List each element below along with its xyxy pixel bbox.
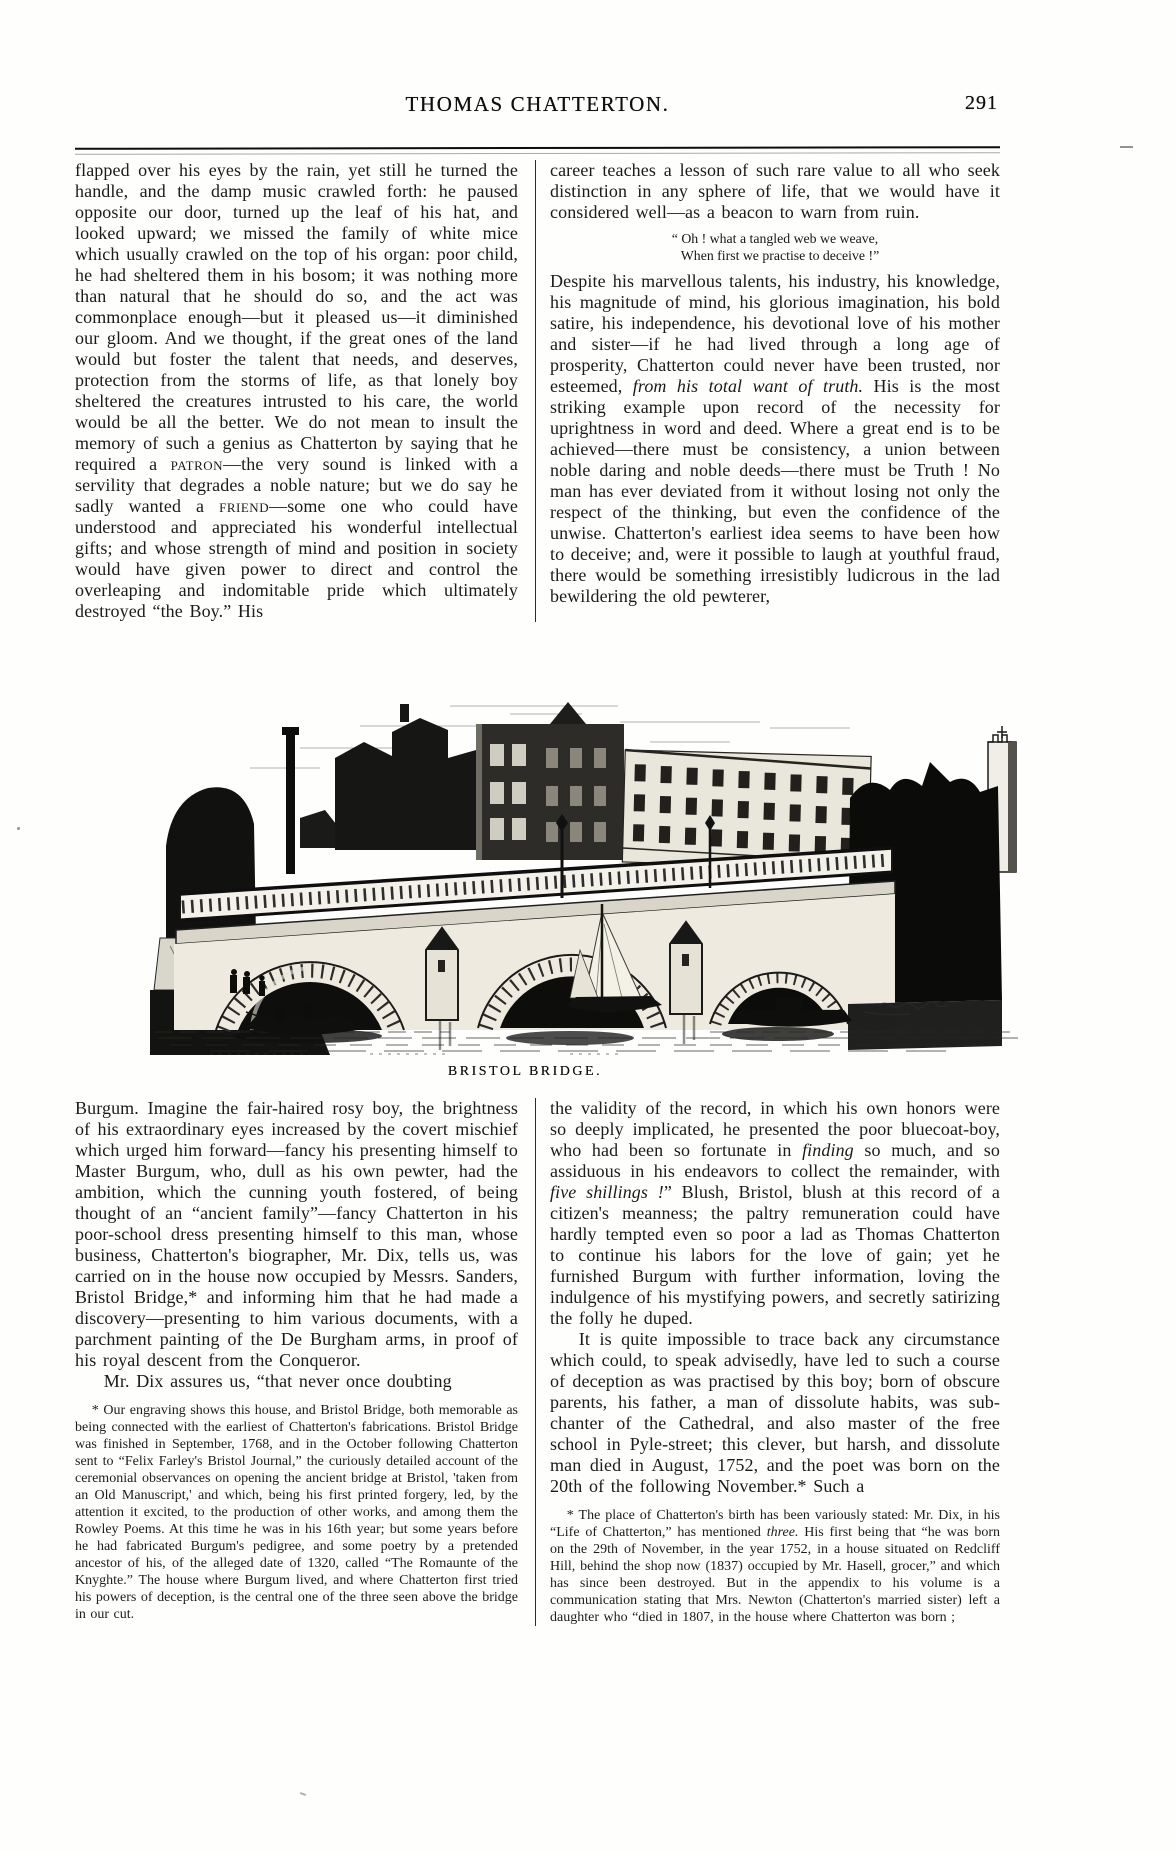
paragraph: career teaches a lesson of such rare value to all who seek distinction in any sphere of life, that we would have it considered well—as a beacon to warn from ruin.: [550, 160, 1000, 222]
paragraph: Burgum. Imagine the fair-haired rosy boy, the brightness of his extraordinary eyes increased by the covert mischief which urged him forward—fancy his presenting himself to Master Burgum, who, dull as his own pewter, had the ambition, which the cunning youth fostered, of being thought of an “ancient family”—fancy Chatterton in his poor-school dress presenting himself to this man, whose business, Chatterton's biographer, Mr. Dix, tells us, was carried on in the house now occupied by Messrs. Sanders, Bristol Bridge,* and informing him that he had made a discovery—presenting to him various documents, with a parchment painting of the De Burgham arms, in proof of his royal descent from the Conqueror.: [75, 1098, 518, 1370]
footnote-right: [550, 1507, 1000, 1626]
right-column-lower: [536, 1098, 1000, 1626]
upper-text-columns: [75, 160, 1000, 622]
paragraph: Mr. Dix assures us, “that never once doubting: [103, 1371, 452, 1391]
paragraph: Despite his marvellous talents, his industry, his knowledge, his magnitude of mind, his glorious imagination, his bold satire, his independence, his devotional love of his mother and sister—if he had lived through a long age of prosperity, Chatterton could never have been trusted, nor esteemed, from his total want of truth. His is the most striking example upon record of the necessity for uprightness in word and deed. Where a great end is to be achieved—there must be consistency, a union between noble daring and noble deeds—there must be Truth ! No man has ever deviated from it without losing not only the respect of the thinking, but even the confidence of the unwise. Chatterton's earliest idea seems to have been how to deceive; and, were it possible to laugh at youthful fraud, there would be something irresistibly ludicrous in the lad bewildering the old pewterer,: [550, 271, 1000, 606]
left-column-lower: [75, 1098, 536, 1626]
page-number: 291: [965, 92, 998, 114]
verse-quote: [550, 230, 1000, 264]
footnote-paragraph: * The place of Chatterton's birth has been variously stated: Mr. Dix, in his “Life of Chatterton,” has mentioned three. His first being that “he was born on the 29th of November, in the year 1752, in a house situated on Redcliff Hill, behind the shop now (1837) occupied by Mr. Hasell, grocer,” and which has since been destroyed. But in the appendix to his volume is a communication stating that Mrs. Newton (Chatterton's married sister) left a daughter who “died in 1807, in the house where Chatterton was born ;: [550, 1508, 1000, 1625]
header-rule: [75, 146, 1000, 155]
verse-line: When first we practise to deceive !”: [680, 248, 880, 263]
paragraph: flapped over his eyes by the rain, yet still he turned the handle, and the damp music crawled forth: he paused opposite our door, turned up the leaf of his hat, and looked upward; we missed the family of white mice which usually crawled on the top of his organ: poor child, he had sheltered them in his bosom; it was nothing more than natural that he should do so, and the act was commonplace enough—but it pleased us—it diminished our gloom. And we thought, if the great ones of the land would but foster the talent that needs, and deserves, protection from the storms of life, as that lonely boy sheltered the creatures intrusted to his care, the world would be all the better. We do not mean to insult the memory of such a genius as Chatterton by saying that he required a patron—the very sound is linked with a servility that degrades a noble nature; but we do say he sadly wanted a friend—some one who could have understood and appreciated his wonderful intellectual gifts; and whose strength of mind and position in society would have given power to direct and control the overleaping and indomitable pride which ultimately destroyed “the Boy.” His: [75, 160, 518, 621]
running-head: [75, 92, 1000, 117]
scan-artifact: [1120, 146, 1133, 148]
paragraph: the validity of the record, in which his own honors were so deeply implicated, he presented the poor bluecoat-boy, who had been so fortunate in finding so much, and so assiduous in his endeavors to collect the remainder, with five shillings !” Blush, Bristol, blush at this record of a citizen's meanness; the paltry remuneration could have hardly tempted even so poor a lad as Thomas Chatterton to continue his labors for the love of gain; yet he furnished Burgum with further information, loving the indulgence of his mystifying powers, and secretly satirizing the folly he duped.: [550, 1098, 1001, 1328]
footnote-paragraph: * Our engraving shows this house, and Bristol Bridge, both memorable as being connected with the earliest of Chatterton's fabrications. Bristol Bridge was finished in September, 1768, and in the October following Chatterton sent to “Felix Farley's Bristol Journal,” the curiously detailed account of the ceremonial observances on opening the ancient bridge at Bristol, 'taken from an Old Manuscript,' and which, being his first printed forgery, led, by the attention it excited, to the production of other works, and among them the Rowley Poems. At this time he was in his 16th year; but some years before he had fabricated Burgum's pedigree, and some poetry by a pretended ancestor of his, of the alleged date of 1320, called “The Romaunte of the Knyghte.” The house where Burgum lived, and where Chatterton first tried his powers of deception, is the central one of the three seen above the bridge in our cut.: [75, 1403, 518, 1622]
scan-artifact: [300, 1792, 306, 1796]
right-column-upper: [536, 160, 1000, 622]
lower-text-columns: [75, 1098, 1000, 1626]
paragraph: It is quite impossible to trace back any circumstance which could, to speak advisedly, have led to such a course of deception as was practised by this boy; born of obscure parents, his father, a man of dissolute habits, was sub-chanter of the Cathedral, and also master of the free school in Pyle-street; this clever, but harsh, and dissolute man died in August, 1752, and the poet was born on the 20th of the following November.* Such a: [550, 1329, 1000, 1496]
verse-line: “ Oh ! what a tangled web we weave,: [671, 231, 879, 246]
scan-artifact: [17, 827, 20, 830]
left-column-upper: [75, 160, 536, 622]
footnote-left: [75, 1402, 518, 1623]
bridge-buildings: [335, 702, 871, 868]
page-title: THOMAS CHATTERTON.: [405, 92, 670, 116]
bristol-bridge-engraving: [150, 698, 1030, 1055]
figure-caption: BRISTOL BRIDGE.: [447, 1064, 603, 1079]
